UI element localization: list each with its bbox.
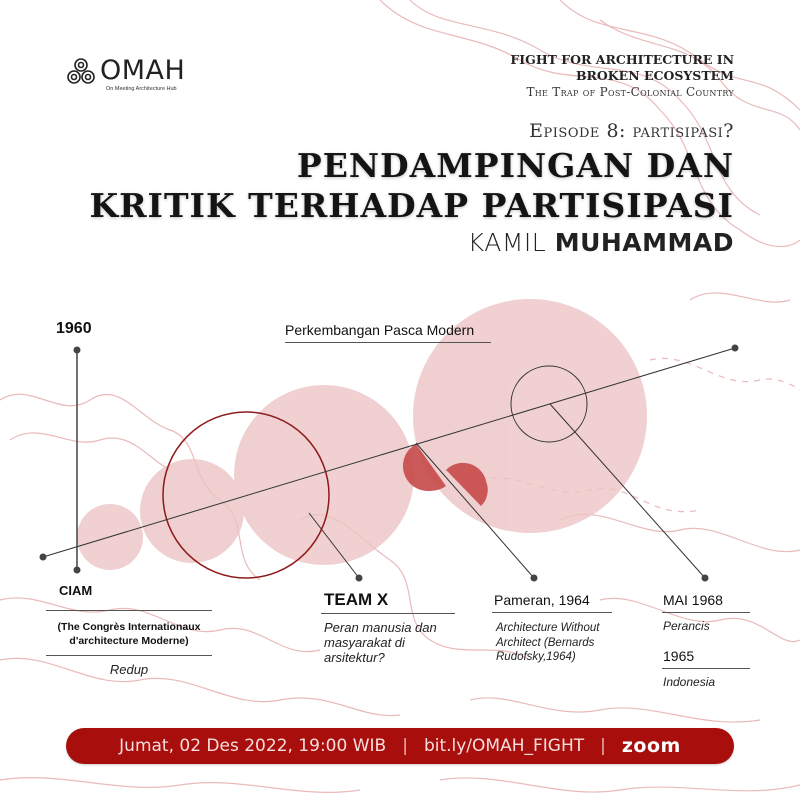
speaker-last-name: MUHAMMAD (554, 228, 734, 257)
event-title: CIAM (46, 583, 212, 611)
event-note: Peran manusia dan masyarakat di arsitektur? (324, 620, 437, 665)
circle-large (234, 385, 414, 565)
triple-spiral-logo-icon (66, 57, 96, 85)
registration-link[interactable]: bit.ly/OMAH_FIGHT (423, 736, 585, 756)
series-line-1: FIGHT FOR ARCHITECTURE IN (510, 52, 734, 67)
omah-logo (66, 55, 186, 92)
event-note: Architecture Without Architect (Bernards Rudofsky,1964) (496, 622, 600, 663)
series-subtitle: The Trap of Post-Colonial Country (526, 85, 734, 99)
event-title: 1965 (662, 648, 750, 669)
circle-medium (140, 459, 244, 563)
event-mai-1968 (662, 592, 750, 634)
episode-label: Episode 8: partisipasi? (529, 120, 734, 142)
event-1965 (662, 648, 750, 690)
speaker-first-name: KAMIL (467, 228, 547, 257)
separator: | (402, 736, 408, 756)
series-header (510, 52, 734, 100)
logo-tagline: On Meeting Architecture Hub (106, 86, 177, 92)
speaker-name (468, 228, 734, 257)
page-title (89, 146, 734, 226)
series-line-2: BROKEN ECOSYSTEM (575, 68, 734, 83)
event-note: Redup (109, 662, 149, 677)
event-pameran (492, 592, 612, 665)
event-title: MAI 1968 (662, 592, 750, 613)
event-note: Indonesia (663, 675, 716, 689)
event-note: Perancis (663, 619, 710, 633)
event-ciam (46, 583, 212, 678)
logo-name: OMAH (100, 55, 186, 86)
timeline-start-year: 1960 (56, 320, 92, 337)
event-subtitle: (The Congrès Internationaux d'architecture Moderne) (46, 611, 212, 656)
event-title: Pameran, 1964 (492, 592, 612, 613)
zoom-logo-icon: zoom (621, 735, 681, 757)
event-date: Jumat, 02 Des 2022, 19:00 WIB (119, 736, 387, 756)
event-info-banner (66, 728, 734, 764)
separator: | (600, 736, 606, 756)
title-line-2: KRITIK TERHADAP PARTISIPASI (89, 186, 734, 225)
event-team-x (321, 590, 455, 665)
timeline-header: Perkembangan Pasca Modern (285, 322, 491, 343)
title-line-1: PENDAMPINGAN DAN (296, 146, 734, 185)
event-title: TEAM X (321, 590, 455, 614)
